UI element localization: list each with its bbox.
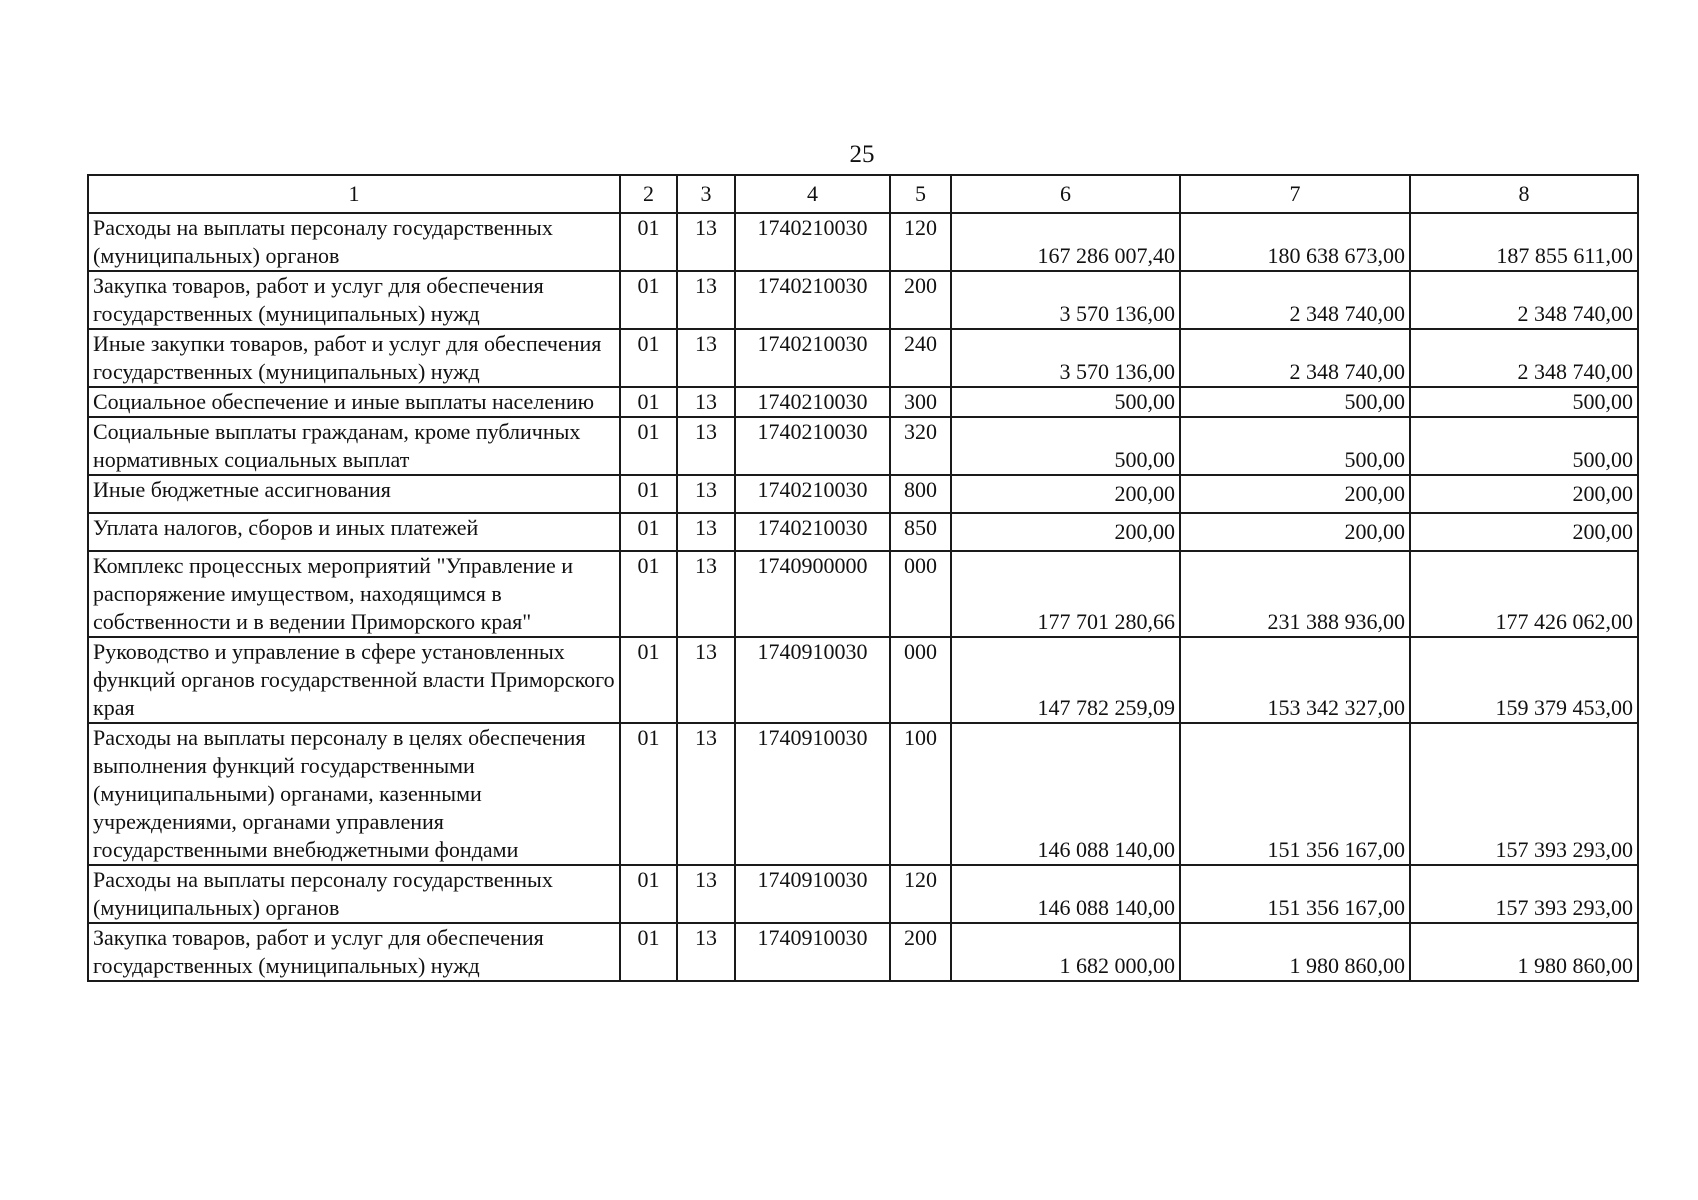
expense-type-code: 200 <box>890 923 951 981</box>
page-number: 25 <box>849 141 875 168</box>
target-article-code: 1740210030 <box>735 213 890 271</box>
table-row <box>88 865 1638 923</box>
section-code: 01 <box>620 513 677 551</box>
subsection-code: 13 <box>677 213 735 271</box>
amount-col-8: 157 393 293,00 <box>1410 865 1638 923</box>
expense-type-code: 320 <box>890 417 951 475</box>
expense-name: Расходы на выплаты персоналу государственных (муниципальных) органов <box>88 865 620 923</box>
amount-col-7: 2 348 740,00 <box>1180 329 1410 387</box>
amount-col-7: 200,00 <box>1180 475 1410 513</box>
column-header: 4 <box>735 175 890 213</box>
table-row <box>88 213 1638 271</box>
header-row <box>88 175 1638 213</box>
section-code: 01 <box>620 329 677 387</box>
amount-col-6: 146 088 140,00 <box>951 865 1180 923</box>
amount-col-6: 1 682 000,00 <box>951 923 1180 981</box>
amount-col-6: 3 570 136,00 <box>951 271 1180 329</box>
expense-type-code: 240 <box>890 329 951 387</box>
expense-name: Социальные выплаты гражданам, кроме публичных нормативных социальных выплат <box>88 417 620 475</box>
table-row <box>88 923 1638 981</box>
table-row <box>88 387 1638 417</box>
amount-col-8: 159 379 453,00 <box>1410 637 1638 723</box>
subsection-code: 13 <box>677 417 735 475</box>
subsection-code: 13 <box>677 637 735 723</box>
target-article-code: 1740210030 <box>735 475 890 513</box>
table-row <box>88 551 1638 637</box>
amount-col-7: 231 388 936,00 <box>1180 551 1410 637</box>
subsection-code: 13 <box>677 551 735 637</box>
table-row <box>88 637 1638 723</box>
section-code: 01 <box>620 723 677 865</box>
section-code: 01 <box>620 865 677 923</box>
expense-type-code: 120 <box>890 213 951 271</box>
amount-col-6: 177 701 280,66 <box>951 551 1180 637</box>
section-code: 01 <box>620 923 677 981</box>
amount-col-6: 200,00 <box>951 513 1180 551</box>
amount-col-6: 500,00 <box>951 417 1180 475</box>
subsection-code: 13 <box>677 475 735 513</box>
amount-col-6: 3 570 136,00 <box>951 329 1180 387</box>
section-code: 01 <box>620 417 677 475</box>
target-article-code: 1740900000 <box>735 551 890 637</box>
column-header: 8 <box>1410 175 1638 213</box>
amount-col-8: 1 980 860,00 <box>1410 923 1638 981</box>
target-article-code: 1740210030 <box>735 329 890 387</box>
subsection-code: 13 <box>677 723 735 865</box>
section-code: 01 <box>620 213 677 271</box>
amount-col-6: 500,00 <box>951 387 1180 417</box>
amount-col-7: 500,00 <box>1180 417 1410 475</box>
expense-type-code: 850 <box>890 513 951 551</box>
table-row <box>88 417 1638 475</box>
column-header: 2 <box>620 175 677 213</box>
amount-col-7: 151 356 167,00 <box>1180 723 1410 865</box>
amount-col-8: 157 393 293,00 <box>1410 723 1638 865</box>
table-row <box>88 513 1638 551</box>
table-row <box>88 329 1638 387</box>
amount-col-8: 2 348 740,00 <box>1410 329 1638 387</box>
expense-name: Иные закупки товаров, работ и услуг для обеспечения государственных (муниципальных) нужд <box>88 329 620 387</box>
expense-type-code: 120 <box>890 865 951 923</box>
amount-col-6: 147 782 259,09 <box>951 637 1180 723</box>
expense-name: Уплата налогов, сборов и иных платежей <box>88 513 620 551</box>
expense-type-code: 300 <box>890 387 951 417</box>
amount-col-8: 177 426 062,00 <box>1410 551 1638 637</box>
column-header: 3 <box>677 175 735 213</box>
section-code: 01 <box>620 271 677 329</box>
amount-col-6: 167 286 007,40 <box>951 213 1180 271</box>
amount-col-7: 2 348 740,00 <box>1180 271 1410 329</box>
expense-name: Руководство и управление в сфере установленных функций органов государственной власти Приморского края <box>88 637 620 723</box>
expense-name: Комплекс процессных мероприятий "Управление и распоряжение имуществом, находящимся в собственности и в ведении Приморского края" <box>88 551 620 637</box>
column-header: 7 <box>1180 175 1410 213</box>
subsection-code: 13 <box>677 271 735 329</box>
subsection-code: 13 <box>677 329 735 387</box>
amount-col-8: 187 855 611,00 <box>1410 213 1638 271</box>
table-row <box>88 475 1638 513</box>
amount-col-7: 200,00 <box>1180 513 1410 551</box>
section-code: 01 <box>620 475 677 513</box>
expense-type-code: 100 <box>890 723 951 865</box>
amount-col-8: 200,00 <box>1410 475 1638 513</box>
column-header: 1 <box>88 175 620 213</box>
table-row <box>88 723 1638 865</box>
expense-name: Закупка товаров, работ и услуг для обеспечения государственных (муниципальных) нужд <box>88 923 620 981</box>
section-code: 01 <box>620 551 677 637</box>
subsection-code: 13 <box>677 387 735 417</box>
amount-col-7: 1 980 860,00 <box>1180 923 1410 981</box>
subsection-code: 13 <box>677 923 735 981</box>
expense-name: Расходы на выплаты персоналу в целях обеспечения выполнения функций государственными (муниципальными) органами, казенными учреждениями, органами управления государственными внебюджетными фондами <box>88 723 620 865</box>
expense-type-code: 200 <box>890 271 951 329</box>
target-article-code: 1740910030 <box>735 637 890 723</box>
target-article-code: 1740210030 <box>735 271 890 329</box>
amount-col-7: 500,00 <box>1180 387 1410 417</box>
column-header: 6 <box>951 175 1180 213</box>
amount-col-8: 500,00 <box>1410 387 1638 417</box>
expense-type-code: 000 <box>890 637 951 723</box>
amount-col-8: 200,00 <box>1410 513 1638 551</box>
expense-type-code: 800 <box>890 475 951 513</box>
subsection-code: 13 <box>677 513 735 551</box>
budget-table <box>87 174 1639 982</box>
expense-name: Иные бюджетные ассигнования <box>88 475 620 513</box>
expense-name: Расходы на выплаты персоналу государственных (муниципальных) органов <box>88 213 620 271</box>
amount-col-6: 200,00 <box>951 475 1180 513</box>
amount-col-8: 2 348 740,00 <box>1410 271 1638 329</box>
target-article-code: 1740210030 <box>735 417 890 475</box>
expense-name: Социальное обеспечение и иные выплаты населению <box>88 387 620 417</box>
amount-col-8: 500,00 <box>1410 417 1638 475</box>
expense-name: Закупка товаров, работ и услуг для обеспечения государственных (муниципальных) нужд <box>88 271 620 329</box>
expense-type-code: 000 <box>890 551 951 637</box>
section-code: 01 <box>620 637 677 723</box>
target-article-code: 1740910030 <box>735 723 890 865</box>
column-header: 5 <box>890 175 951 213</box>
section-code: 01 <box>620 387 677 417</box>
target-article-code: 1740210030 <box>735 387 890 417</box>
target-article-code: 1740210030 <box>735 513 890 551</box>
amount-col-7: 153 342 327,00 <box>1180 637 1410 723</box>
amount-col-7: 180 638 673,00 <box>1180 213 1410 271</box>
target-article-code: 1740910030 <box>735 865 890 923</box>
amount-col-7: 151 356 167,00 <box>1180 865 1410 923</box>
subsection-code: 13 <box>677 865 735 923</box>
target-article-code: 1740910030 <box>735 923 890 981</box>
table-row <box>88 271 1638 329</box>
amount-col-6: 146 088 140,00 <box>951 723 1180 865</box>
